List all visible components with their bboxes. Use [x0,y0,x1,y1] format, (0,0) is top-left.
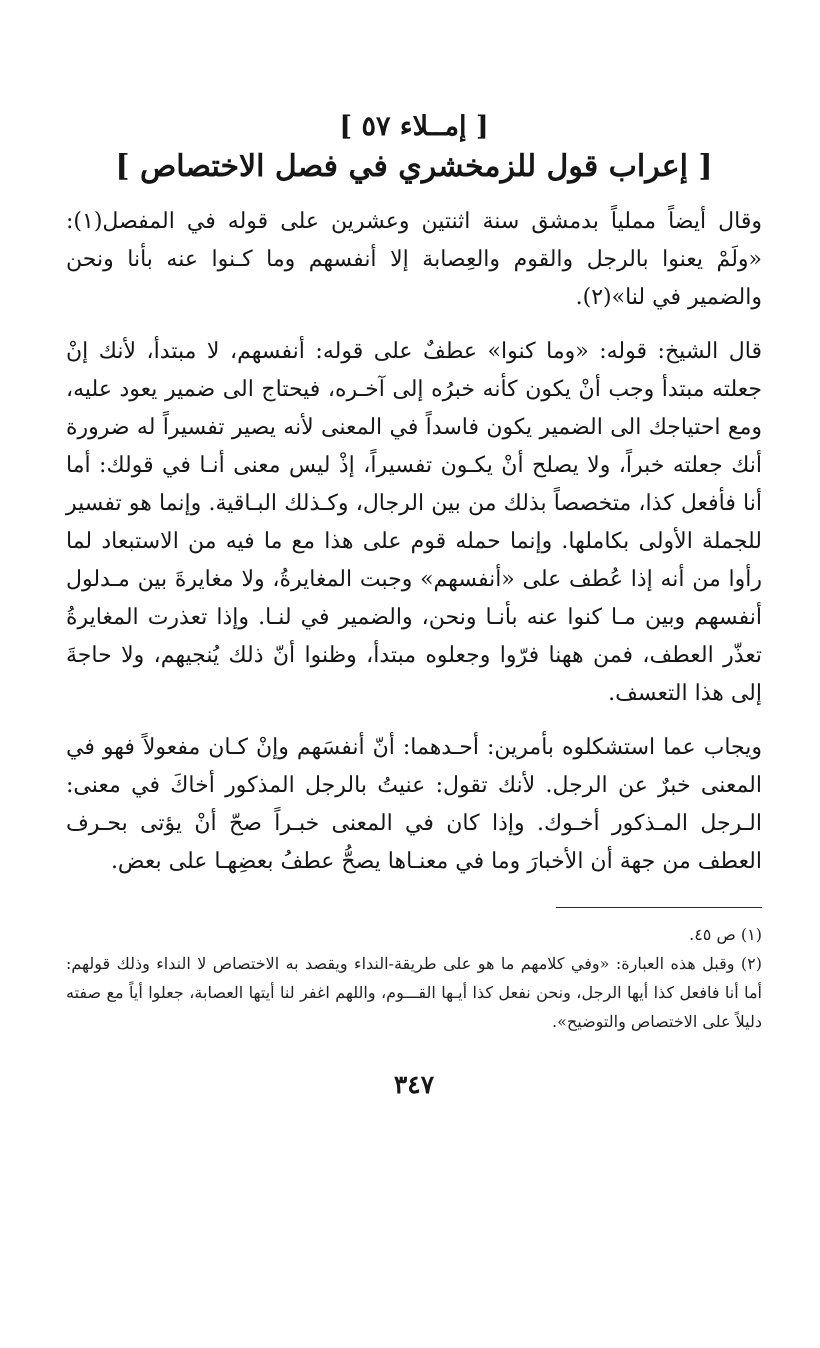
body-paragraph-sheikh-commentary: قال الشيخ: قوله: «وما كنوا» عطفٌ على قوله: أنفسهم، لا مبتدأ، لأنك إنْ جعلته مبتدأ وجب أنْ يكون كأنه خبرُه إلى آخـره، فيحتاج الى ضمير يعود عليه، ومع احتياجك الى الضمير يكون فاسداً في المعنى لأنه يصير تفسيراً له ضرورة أنك جعلته خبراً، ولا يصلح أنْ يكـون تفسيراً، إذْ ليس معنى أنـا في قولك: أما أنا فأفعل كذا، متخصصاً بذلك من بين الرجال، وكـذلك البـاقية. وإنما هو تفسير للجملة الأولى بكاملها. وإنما حمله قوم على هذا مع ما فيه من الاستبعاد لما رأوا من أنه إذا عُطف على «أنفسهم» وجبت المغايرةُ، ولا مغايرةَ بين مـدلول أنفسهم وبين مـا كنوا عنه بأنـا ونحن، والضمير في لنـا. وإذا تعذرت المغايرةُ تعذّر العطف، فمن ههنا فرّوا وجعلوه مبتدأ، وظنوا أنّ ذلك يُنجيهم، ولا حاجةَ إلى هذا التعسف. [66,339,762,707]
footnote-divider [556,907,762,908]
footnote-2: (٢) وقبل هذه العبارة: «وفي كلامهم ما هو على طريقة-النداء ويقصد به الاختصاص لا النداء وذلك قولهم: أما أنا فافعل كذا أيها الرجل، ونحن نفعل كذا أيـها القـــوم، واللهم اغفر لنا أيتها العصابة، جعلوا أياً مع صفته دليلاً على الاختصاص والتوضيح». [66,954,762,1032]
body-paragraph-intro: وقال أيضاً مملياً بدمشق سنة اثنتين وعشرين على قوله في المفصل(١): «ولَمْ يعنوا بالرجل والقوم والعِصابة إلا أنفسهم وما كـنوا عنه بأنا ونحن والضمير في لنا»(٢). [66,209,762,311]
book-page [66,110,762,1290]
section-title: [ إعراب قول للزمخشري في فصل الاختصاص ] [115,148,713,184]
footnote-1: (١) ص ٤٥. [689,925,762,945]
page-number: ٣٤٧ [393,1070,435,1100]
dictation-number: [ إمــلاء ٥٧ ] [339,111,489,142]
body-paragraph-answer: ويجاب عما استشكلوه بأمرين: أحـدهما: أنّ أنفسَهم وإنْ كـان مفعولاً فهو في المعنى خبرٌ عن الرجل. لأنك تقول: عنيتُ بالرجل المذكور أخاكَ في معنى: الـرجل المـذكور أخـوك. وإذا كان في المعنى خبـراً صحّ أنْ يؤتى بحـرف العطف من جهة أن الأخبارَ وما في معنـاها يصحُّ عطفُ بعضِهـا على بعض. [66,735,762,875]
